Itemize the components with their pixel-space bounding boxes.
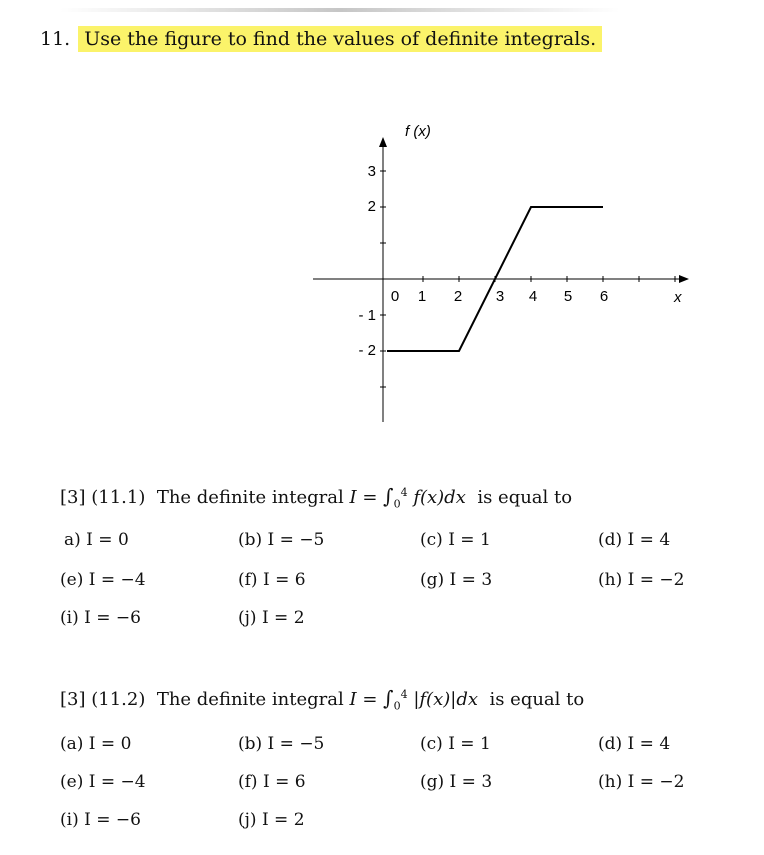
- part-1-option-e[interactable]: (e) I = −4: [60, 570, 146, 590]
- part-2-option-j[interactable]: (j) I = 2: [238, 810, 305, 830]
- top-rule: [60, 8, 620, 12]
- x-tick-label-2: 2: [453, 288, 463, 305]
- part-1-option-c[interactable]: (c) I = 1: [420, 530, 491, 550]
- y-tick-label-3: 3: [367, 163, 376, 180]
- part-2-option-e[interactable]: (e) I = −4: [60, 772, 146, 792]
- part-1-var: I =: [349, 487, 378, 508]
- part-2-option-a[interactable]: (a) I = 0: [60, 734, 132, 754]
- y-tick-label-neg1: - 1: [358, 307, 376, 324]
- x-tick-label-6: 6: [599, 288, 609, 305]
- part-1-lower: 0: [393, 497, 401, 511]
- part-2-id: (11.2): [91, 689, 146, 710]
- part-1-integrand: f(x)dx: [413, 487, 466, 508]
- part-2-option-h[interactable]: (h) I = −2: [598, 772, 685, 792]
- part-1-option-i[interactable]: (i) I = −6: [60, 608, 141, 628]
- question-header: [40, 28, 602, 50]
- integral-sign-icon: ∫: [383, 484, 394, 508]
- part-1-marks: [3]: [60, 487, 86, 508]
- y-axis-label: f (x): [405, 123, 431, 140]
- part-2-option-f[interactable]: (f) I = 6: [238, 772, 306, 792]
- x-tick-label-0: 0: [390, 288, 400, 305]
- part-1-upper: 4: [400, 486, 408, 499]
- part-2-title: [60, 686, 584, 713]
- x-tick-label-3: 3: [495, 288, 505, 305]
- part-2-option-b[interactable]: (b) I = −5: [238, 734, 325, 754]
- part-2-option-g[interactable]: (g) I = 3: [420, 772, 493, 792]
- part-1-option-b[interactable]: (b) I = −5: [238, 530, 325, 550]
- part-1-id: (11.1): [91, 487, 146, 508]
- question-number: 11.: [40, 28, 71, 50]
- part-2-integrand: |f(x)|dx: [413, 689, 478, 710]
- part-2-option-d[interactable]: (d) I = 4: [598, 734, 671, 754]
- part-1-option-d[interactable]: (d) I = 4: [598, 530, 671, 550]
- part-2-option-c[interactable]: (c) I = 1: [420, 734, 491, 754]
- part-1-option-j[interactable]: (j) I = 2: [238, 608, 305, 628]
- part-2-marks: [3]: [60, 689, 86, 710]
- part-1-suffix: is equal to: [477, 487, 573, 508]
- part-1-option-a[interactable]: a) I = 0: [64, 530, 129, 550]
- x-tick-label-1: 1: [417, 288, 427, 305]
- integral-sign-icon: ∫: [383, 686, 394, 710]
- part-1-title: [60, 484, 572, 511]
- part-2-prefix: The definite integral: [156, 689, 344, 710]
- part-1-option-g[interactable]: (g) I = 3: [420, 570, 493, 590]
- x-tick-label-4: 4: [528, 288, 538, 305]
- part-2-suffix: is equal to: [489, 689, 585, 710]
- part-1-option-h[interactable]: (h) I = −2: [598, 570, 685, 590]
- x-axis-label: x: [674, 289, 682, 306]
- part-2-option-i[interactable]: (i) I = −6: [60, 810, 141, 830]
- function-graph: [0, 120, 764, 440]
- part-1-prefix: The definite integral: [156, 487, 344, 508]
- part-2-lower: 0: [393, 699, 401, 713]
- part-2-var: I =: [349, 689, 378, 710]
- x-tick-label-5: 5: [563, 288, 573, 305]
- y-tick-label-2: 2: [367, 198, 376, 215]
- y-tick-label-neg2: - 2: [358, 342, 376, 359]
- part-2-upper: 4: [400, 688, 408, 701]
- question-text: Use the figure to find the values of definite integrals.: [78, 26, 602, 52]
- part-1-option-f[interactable]: (f) I = 6: [238, 570, 306, 590]
